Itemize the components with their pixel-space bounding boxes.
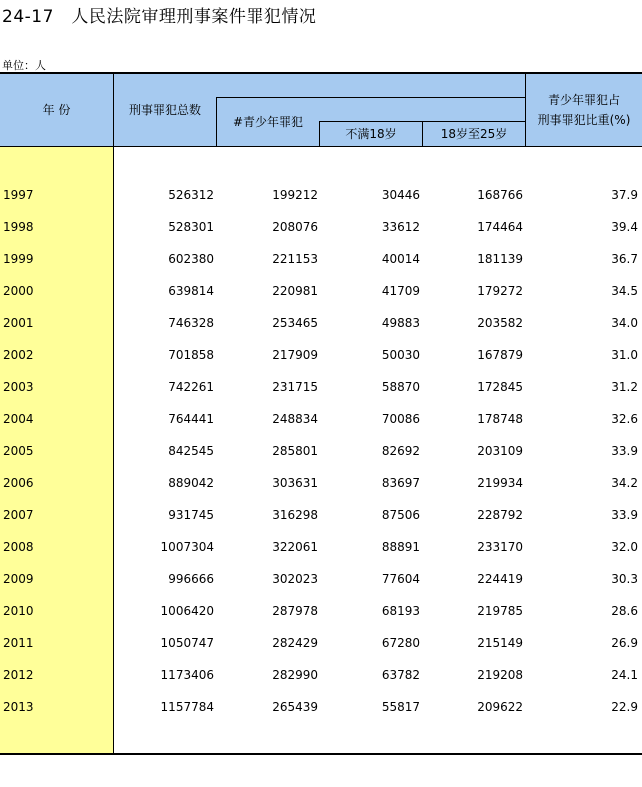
row-under18: 40014 xyxy=(381,252,420,266)
row-youth: 285801 xyxy=(272,444,318,458)
row-total: 1007304 xyxy=(160,540,214,554)
row-under18: 67280 xyxy=(381,636,420,650)
header-under18: 不满18岁 xyxy=(345,126,397,141)
row-under18: 58870 xyxy=(381,380,420,394)
row-ratio: 34.0 xyxy=(611,316,638,330)
row-youth: 282990 xyxy=(272,668,318,682)
row-ratio: 37.9 xyxy=(611,188,638,202)
row-total: 842545 xyxy=(168,444,214,458)
row-year: 2005 xyxy=(3,444,34,458)
row-under18: 77604 xyxy=(381,572,420,586)
row-ratio: 31.2 xyxy=(611,380,638,394)
table-row xyxy=(0,636,642,654)
row-under18: 33612 xyxy=(381,220,420,234)
row-youth: 208076 xyxy=(272,220,318,234)
row-year: 2004 xyxy=(3,412,34,426)
row-total: 996666 xyxy=(168,572,214,586)
row-youth: 217909 xyxy=(272,348,318,362)
row-18-to-25: 167879 xyxy=(477,348,523,362)
row-total: 701858 xyxy=(168,348,214,362)
row-total: 746328 xyxy=(168,316,214,330)
row-youth: 220981 xyxy=(272,284,318,298)
row-youth: 265439 xyxy=(272,700,318,714)
row-ratio: 30.3 xyxy=(611,572,638,586)
row-year: 1997 xyxy=(3,188,34,202)
row-year: 1998 xyxy=(3,220,34,234)
row-youth: 303631 xyxy=(272,476,318,490)
row-year: 1999 xyxy=(3,252,34,266)
row-total: 764441 xyxy=(168,412,214,426)
table-row xyxy=(0,220,642,238)
unit-label: 单位：人 xyxy=(2,59,46,72)
row-total: 602380 xyxy=(168,252,214,266)
row-under18: 30446 xyxy=(381,188,420,202)
row-18-to-25: 219785 xyxy=(477,604,523,618)
row-18-to-25: 219934 xyxy=(477,476,523,490)
table-row xyxy=(0,284,642,302)
row-ratio: 32.6 xyxy=(611,412,638,426)
page-title: 24-17 人民法院审理刑事案件罪犯情况 xyxy=(2,7,317,27)
table-row xyxy=(0,380,642,398)
table-row xyxy=(0,252,642,270)
table-row xyxy=(0,540,642,558)
row-youth: 231715 xyxy=(272,380,318,394)
table-row xyxy=(0,508,642,526)
header-18-to-25: 18岁至25岁 xyxy=(440,126,508,141)
row-total: 742261 xyxy=(168,380,214,394)
row-year: 2008 xyxy=(3,540,34,554)
row-18-to-25: 168766 xyxy=(477,188,523,202)
row-year: 2009 xyxy=(3,572,34,586)
row-year: 2007 xyxy=(3,508,34,522)
row-18-to-25: 224419 xyxy=(477,572,523,586)
table-row xyxy=(0,700,642,718)
row-ratio: 34.5 xyxy=(611,284,638,298)
table-row xyxy=(0,444,642,462)
row-year: 2006 xyxy=(3,476,34,490)
row-youth: 199212 xyxy=(272,188,318,202)
row-ratio: 33.9 xyxy=(611,508,638,522)
row-total: 526312 xyxy=(168,188,214,202)
row-18-to-25: 172845 xyxy=(477,380,523,394)
row-year: 2013 xyxy=(3,700,34,714)
header-ratio-line2: 刑事罪犯比重(%) xyxy=(537,113,631,127)
row-ratio: 36.7 xyxy=(611,252,638,266)
row-year: 2000 xyxy=(3,284,34,298)
row-youth: 322061 xyxy=(272,540,318,554)
row-total: 639814 xyxy=(168,284,214,298)
row-youth: 316298 xyxy=(272,508,318,522)
row-total: 1050747 xyxy=(160,636,214,650)
row-year: 2012 xyxy=(3,668,34,682)
row-18-to-25: 181139 xyxy=(477,252,523,266)
row-under18: 83697 xyxy=(381,476,420,490)
table-bottom-border xyxy=(0,753,642,755)
row-18-to-25: 215149 xyxy=(477,636,523,650)
header-youth: #青少年罪犯 xyxy=(232,114,304,129)
table-row xyxy=(0,188,642,206)
row-total: 1006420 xyxy=(160,604,214,618)
table-row xyxy=(0,316,642,334)
row-year: 2011 xyxy=(3,636,34,650)
row-year: 2010 xyxy=(3,604,34,618)
row-total: 931745 xyxy=(168,508,214,522)
row-year: 2002 xyxy=(3,348,34,362)
header-ratio-line1: 青少年罪犯占 xyxy=(547,92,620,107)
row-ratio: 39.4 xyxy=(611,220,638,234)
header-total: 刑事罪犯总数 xyxy=(128,102,201,117)
row-under18: 55817 xyxy=(381,700,420,714)
row-under18: 87506 xyxy=(381,508,420,522)
row-ratio: 26.9 xyxy=(611,636,638,650)
row-total: 889042 xyxy=(168,476,214,490)
row-ratio: 28.6 xyxy=(611,604,638,618)
row-total: 1173406 xyxy=(160,668,214,682)
table-row xyxy=(0,668,642,686)
row-ratio: 32.0 xyxy=(611,540,638,554)
row-youth: 253465 xyxy=(272,316,318,330)
row-under18: 70086 xyxy=(381,412,420,426)
row-total: 1157784 xyxy=(160,700,214,714)
row-under18: 88891 xyxy=(381,540,420,554)
row-under18: 41709 xyxy=(381,284,420,298)
table-row xyxy=(0,412,642,430)
row-under18: 82692 xyxy=(381,444,420,458)
row-18-to-25: 179272 xyxy=(477,284,523,298)
row-youth: 282429 xyxy=(272,636,318,650)
table-row xyxy=(0,572,642,590)
row-youth: 287978 xyxy=(272,604,318,618)
row-under18: 63782 xyxy=(381,668,420,682)
row-ratio: 34.2 xyxy=(611,476,638,490)
row-youth: 221153 xyxy=(272,252,318,266)
row-year: 2001 xyxy=(3,316,34,330)
row-total: 528301 xyxy=(168,220,214,234)
row-18-to-25: 174464 xyxy=(477,220,523,234)
row-under18: 68193 xyxy=(381,604,420,618)
row-under18: 50030 xyxy=(381,348,420,362)
row-ratio: 24.1 xyxy=(611,668,638,682)
row-year: 2003 xyxy=(3,380,34,394)
row-ratio: 22.9 xyxy=(611,700,638,714)
row-ratio: 31.0 xyxy=(611,348,638,362)
row-youth: 248834 xyxy=(272,412,318,426)
table-row xyxy=(0,476,642,494)
row-18-to-25: 233170 xyxy=(477,540,523,554)
row-18-to-25: 203109 xyxy=(477,444,523,458)
row-18-to-25: 209622 xyxy=(477,700,523,714)
row-youth: 302023 xyxy=(272,572,318,586)
row-18-to-25: 219208 xyxy=(477,668,523,682)
row-18-to-25: 178748 xyxy=(477,412,523,426)
row-18-to-25: 203582 xyxy=(477,316,523,330)
header-year: 年 份 xyxy=(42,102,71,117)
table-row xyxy=(0,348,642,366)
header-ratio xyxy=(526,74,642,146)
row-under18: 49883 xyxy=(381,316,420,330)
row-18-to-25: 228792 xyxy=(477,508,523,522)
table-row xyxy=(0,604,642,622)
row-ratio: 33.9 xyxy=(611,444,638,458)
